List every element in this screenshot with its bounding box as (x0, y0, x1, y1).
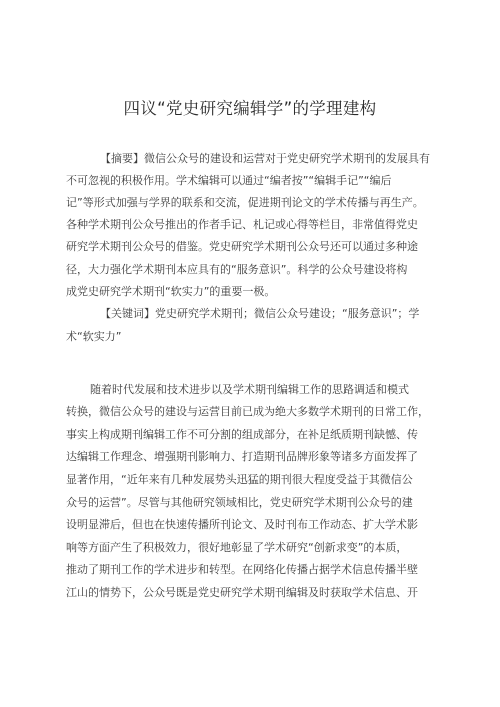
abstract-line: 不可忽视的积极作用。学术编辑可以通过“编者按”“编辑手记”“编后 (66, 174, 392, 187)
abstract-line: 研究学术期刊公众号的借鉴。党史研究学术期刊公众号还可以通过多种途 (66, 240, 418, 253)
article-title: 四议“党史研究编辑学”的学理建构 (123, 99, 377, 118)
body-line: 推动了期刊工作的学术进步和转型。在网络化传播占据学术信息传播半壁 (66, 563, 418, 576)
abstract-line: 各种学术期刊公众号推出的作者手记、札记或心得等栏目，非常值得党史 (66, 218, 418, 231)
abstract-line: 记”等形式加强与学界的联系和交流，促进期刊论文的学术传播与再生产。 (66, 196, 424, 209)
body-line: 众号的运营”。尽管与其他研究领域相比，党史研究学术期刊公众号的建 (66, 496, 413, 509)
abstract-line: 径，大力强化学术期刊本应具有的“服务意识”。科学的公众号建设将构 (66, 263, 408, 276)
abstract-line: 【摘要】微信公众号的建设和运营对于党史研究学术期刊的发展具有 (100, 152, 430, 165)
body-line: 随着时代发展和技术进步以及学术期刊编辑工作的思路调适和模式 (90, 383, 409, 396)
keywords-line: 术“软实力” (66, 330, 122, 343)
body-line: 设明显滞后，但也在快速传播所刊论文、及时刊布工作动态、扩大学术影 (66, 518, 418, 531)
abstract-line: 成党史研究学术期刊“软实力”的重要一极。 (66, 285, 276, 298)
body-line: 江山的情势下，公众号既是党史研究学术期刊编辑及时获取学术信息、开 (66, 586, 418, 599)
body-line: 事实上构成期刊编辑工作不可分割的组成部分，在补足纸质期刊缺憾、传 (66, 428, 418, 441)
body-line: 转换，微信公众号的建设与运营目前已成为绝大多数学术期刊的日常工作， (66, 405, 429, 418)
body-line: 响等方面产生了积极效力，很好地彰显了学术研究“创新求变”的本质， (66, 541, 408, 554)
keywords-line: 【关键词】党史研究学术期刊；微信公众号建设；“服务意识”；学 (100, 307, 420, 320)
body-line: 显著作用，“近年来有几种发展势头迅猛的期刊很大程度受益于其微信公 (66, 473, 413, 486)
body-line: 达编辑工作理念、增强期刊影响力、打造期刊品牌形象等诸多方面发挥了 (66, 450, 418, 463)
